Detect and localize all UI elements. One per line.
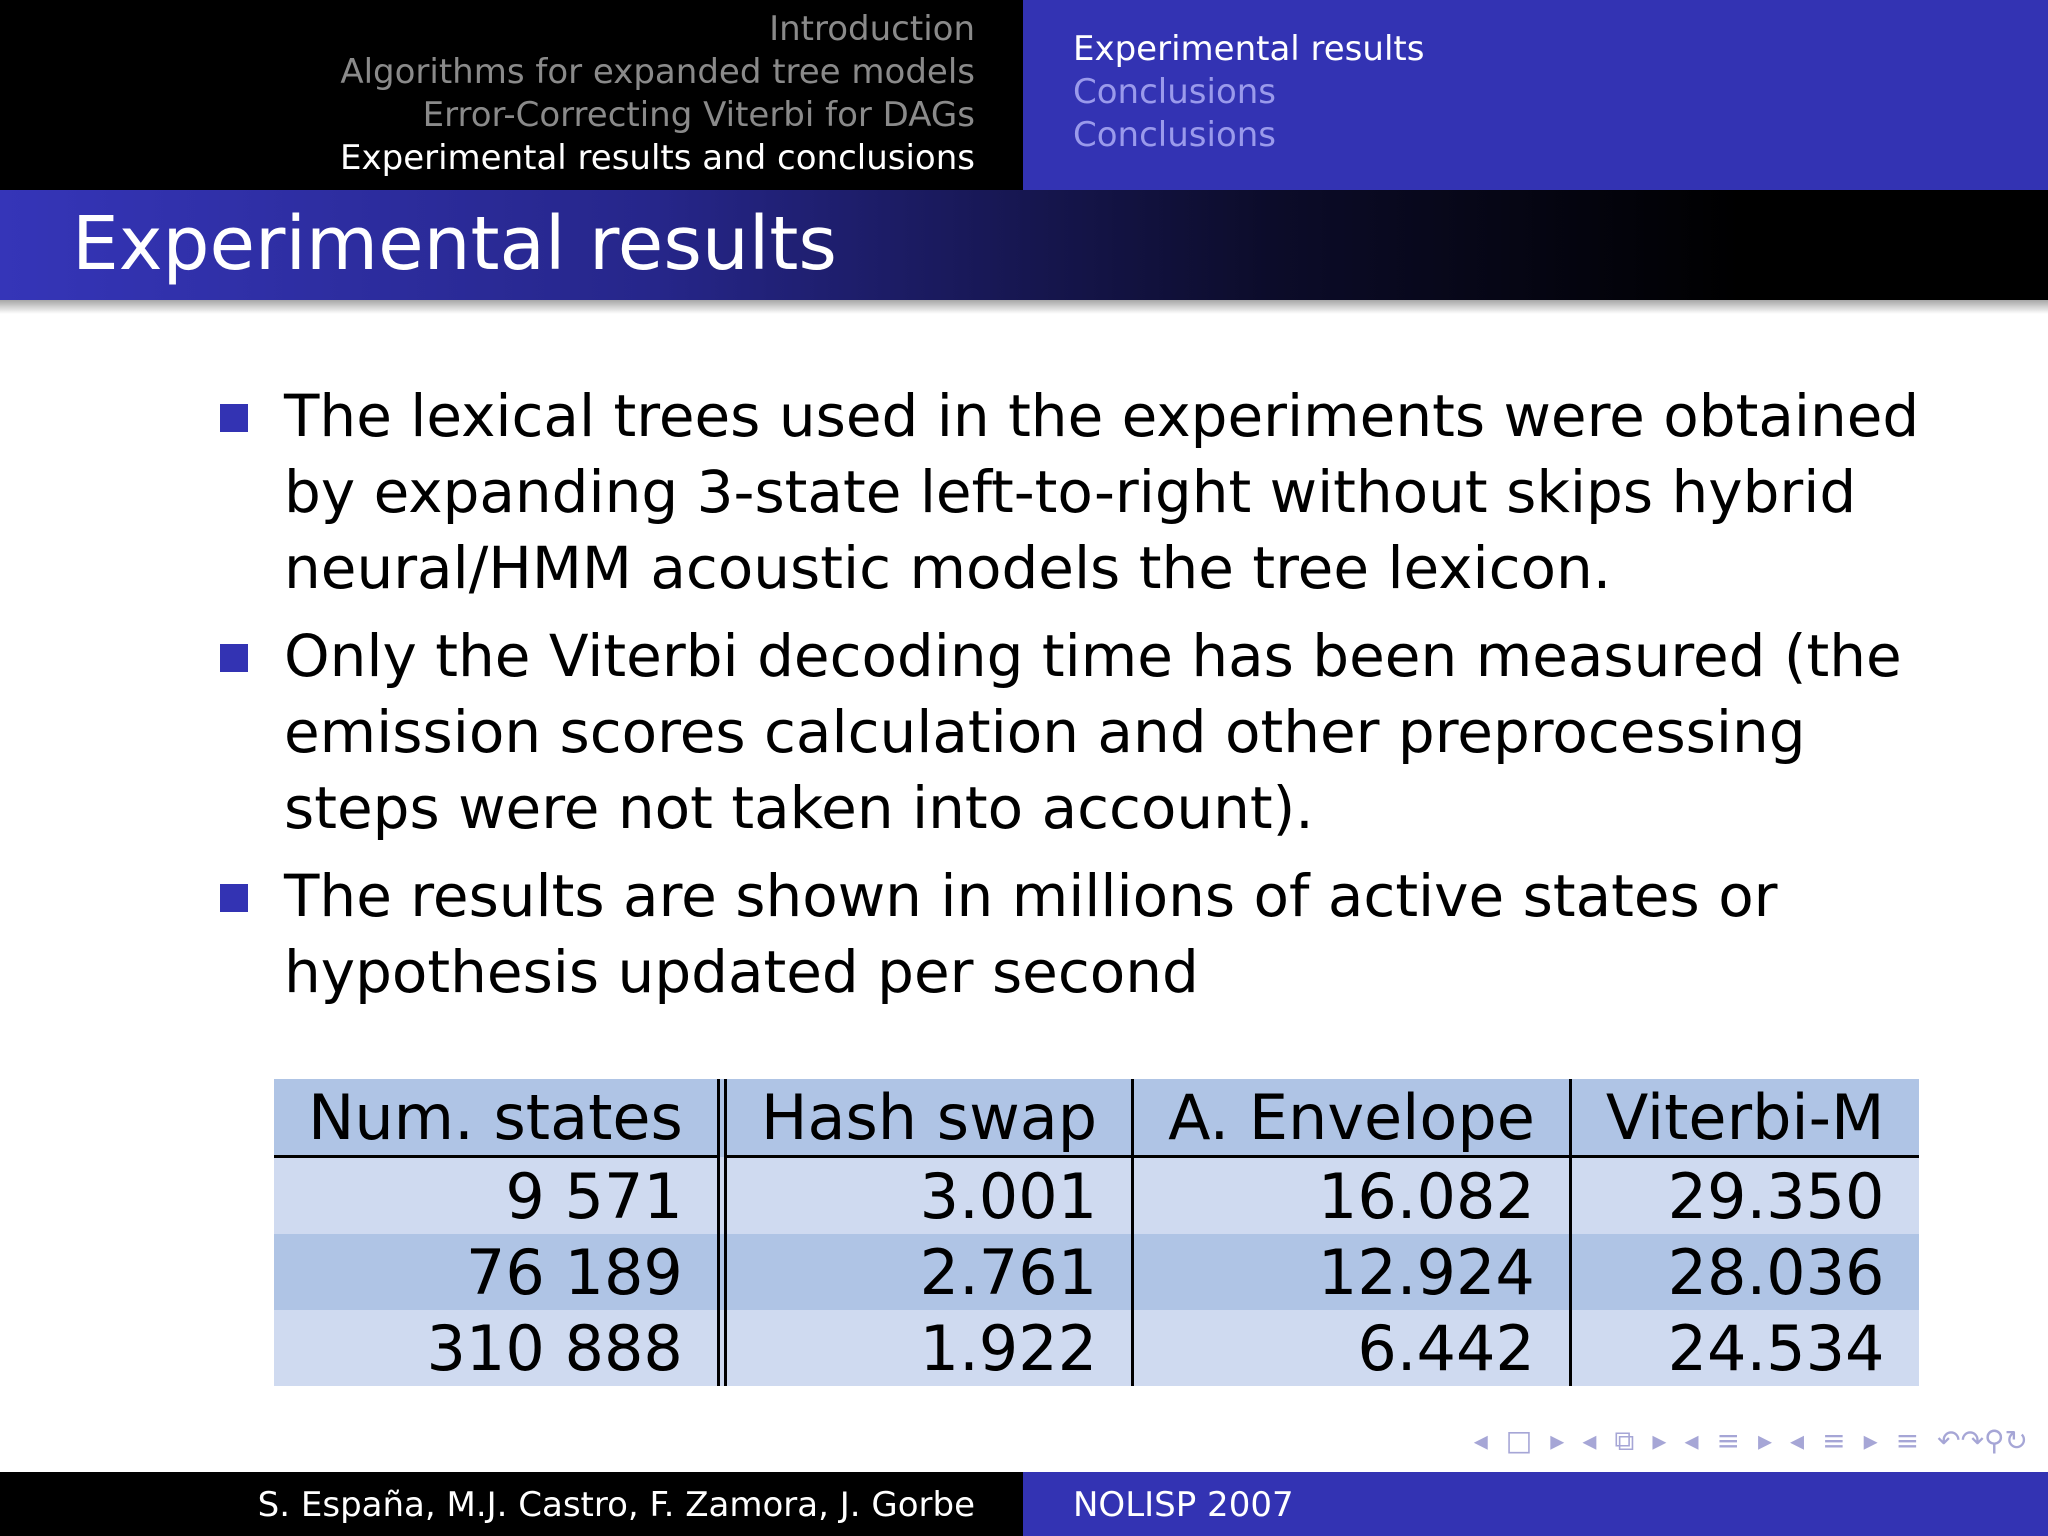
footer-authors: S. España, M.J. Castro, F. Zamora, J. Gorbe [257, 1485, 975, 1525]
subsection-link-conclusions-2[interactable]: Conclusions [1073, 115, 1277, 155]
list-item [220, 378, 1920, 606]
frame-prev-arrow-icon[interactable]: ◂ [1473, 1424, 1488, 1457]
section-link-algorithms[interactable]: Algorithms for expanded tree models [340, 52, 975, 92]
table-cell: 2.761 [722, 1234, 1133, 1310]
footer-authors-bar [0, 1472, 1023, 1536]
table-cell: 24.534 [1570, 1310, 1918, 1386]
table-row [274, 1157, 1919, 1235]
section-link-experimental-results[interactable]: Experimental results and conclusions [340, 138, 975, 178]
subsection-navigation [1023, 0, 2048, 190]
bullet-square-icon [220, 644, 248, 672]
frame-next-arrow-icon[interactable]: ▸ [1550, 1424, 1565, 1457]
table-cell: 3.001 [722, 1157, 1133, 1235]
back-search-forward-icon[interactable]: ↶↷⚲↻ [1937, 1424, 2028, 1457]
subsection-prev-arrow-icon[interactable]: ◂ [1582, 1424, 1597, 1457]
subsection-link-conclusions-1[interactable]: Conclusions [1073, 72, 1277, 112]
footer-conference: NOLISP 2007 [1073, 1485, 1294, 1525]
table-cell: 76 189 [274, 1234, 722, 1310]
list-item [220, 618, 1920, 846]
results-table [274, 1079, 1919, 1386]
subsection-next-arrow-icon[interactable]: ▸ [1652, 1424, 1667, 1457]
bullet-square-icon [220, 884, 248, 912]
section-link-introduction[interactable]: Introduction [769, 9, 975, 49]
section-navigation [0, 0, 1023, 190]
column-header-viterbi-m: Viterbi-M [1570, 1079, 1918, 1157]
column-header-num-states: Num. states [274, 1079, 722, 1157]
table-cell: 12.924 [1133, 1234, 1571, 1310]
title-shadow [0, 300, 2048, 314]
table-cell: 16.082 [1133, 1157, 1571, 1235]
section-next-arrow-icon[interactable]: ▸ [1757, 1424, 1773, 1457]
table-cell: 28.036 [1570, 1234, 1918, 1310]
column-header-hash-swap: Hash swap [722, 1079, 1133, 1157]
outline-icon[interactable]: ≡ [1895, 1424, 1920, 1457]
table-header-row [274, 1079, 1919, 1157]
document-next-arrow-icon[interactable]: ▸ [1863, 1424, 1878, 1457]
table-cell: 9 571 [274, 1157, 722, 1235]
document-icon[interactable]: ≡ [1822, 1424, 1846, 1457]
subsection-link-experimental-results[interactable]: Experimental results [1073, 29, 1425, 69]
bullet-text: The lexical trees used in the experiments were obtained by expanding 3-state left-to-right without skips hybrid neural/HMM acoustic models the tree lexicon. [284, 382, 1920, 602]
bullet-list [220, 378, 1920, 1022]
table-cell: 29.350 [1570, 1157, 1918, 1235]
page-title: Experimental results [72, 201, 837, 287]
bullet-square-icon [220, 404, 248, 432]
column-header-a-envelope: A. Envelope [1133, 1079, 1571, 1157]
bullet-text: Only the Viterbi decoding time has been measured (the emission scores calculation and other preprocessing steps were not taken into account). [284, 622, 1902, 842]
table-cell: 310 888 [274, 1310, 722, 1386]
subsection-icon[interactable]: ⧉ [1614, 1424, 1635, 1457]
list-item [220, 858, 1920, 1010]
section-list [340, 8, 975, 180]
section-link-error-correcting-viterbi[interactable]: Error-Correcting Viterbi for DAGs [422, 95, 975, 135]
navigation-symbols [1474, 1424, 2028, 1458]
subsection-list [1073, 28, 1424, 157]
table-cell: 6.442 [1133, 1310, 1571, 1386]
document-prev-arrow-icon[interactable]: ◂ [1790, 1424, 1805, 1457]
table-row [274, 1310, 1919, 1386]
bullet-text: The results are shown in millions of active states or hypothesis updated per second [284, 862, 1778, 1006]
section-prev-arrow-icon[interactable]: ◂ [1684, 1424, 1699, 1457]
footer-conference-bar [1023, 1472, 2048, 1536]
table-cell: 1.922 [722, 1310, 1133, 1386]
frame-icon[interactable]: □ [1505, 1424, 1533, 1457]
table-row [274, 1234, 1919, 1310]
section-icon[interactable]: ≡ [1716, 1424, 1740, 1457]
